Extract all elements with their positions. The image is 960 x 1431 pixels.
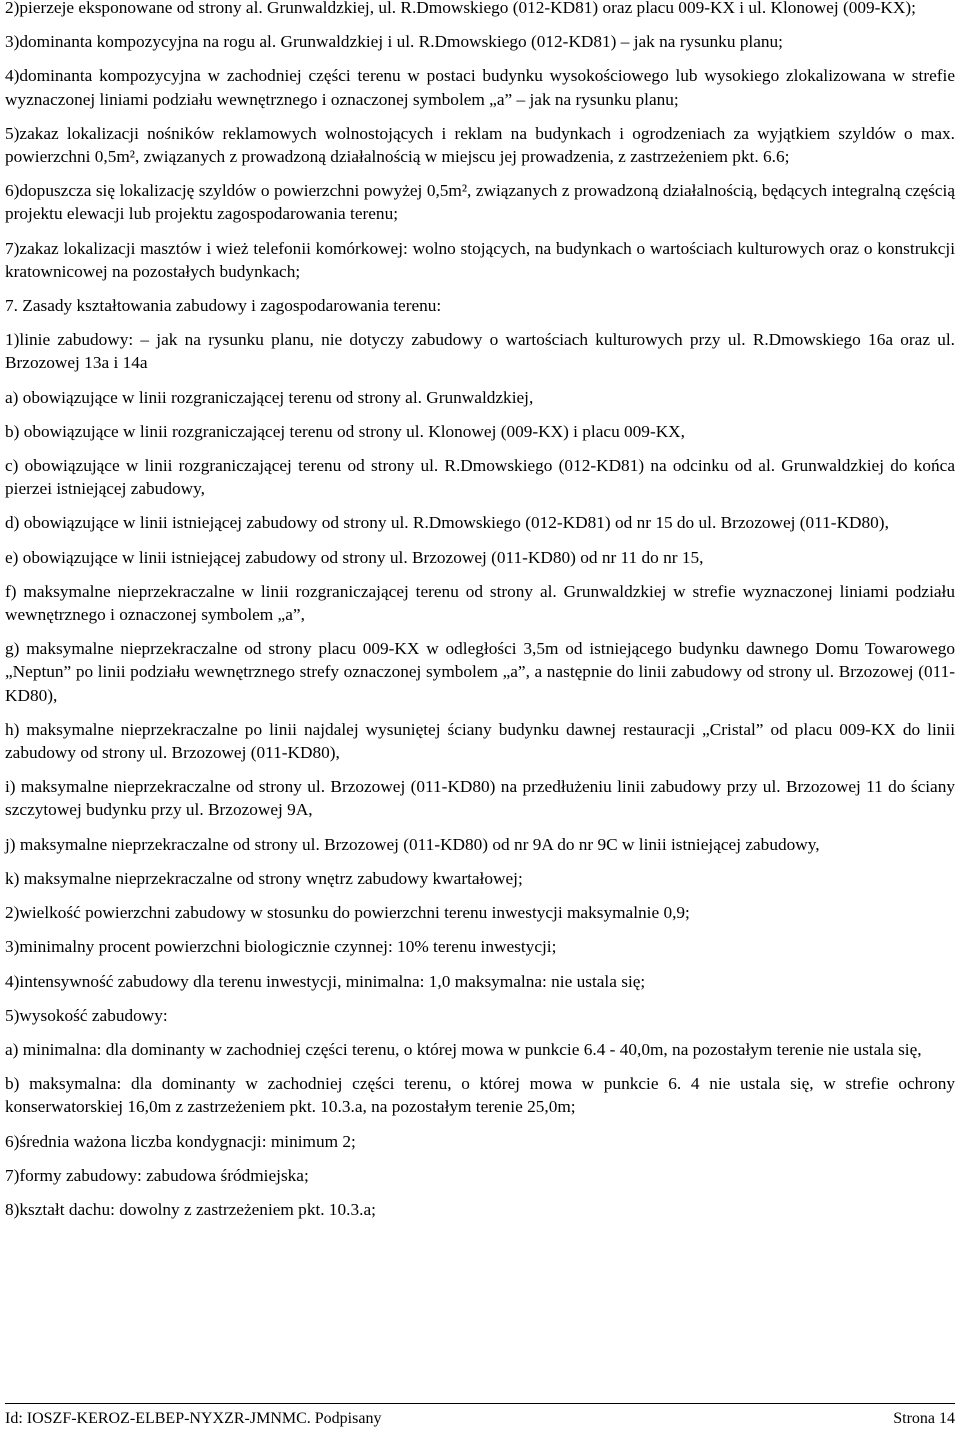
item-5a-minimalna: a) minimalna: dla dominanty w zachodniej części terenu, o której mowa w punkcie 6.4 - 40,0m, na pozostałym terenie nie ustala się, — [5, 1039, 922, 1059]
item-1-linie-zabudowy: 1)linie zabudowy: – jak na rysunku planu, nie dotyczy zabudowy o wartościach kulturowych przy ul. R.Dmowskiego 16a oraz ul. Brzozowej 13a i 14a — [5, 330, 955, 373]
item-h: h) maksymalne nieprzekraczalne po linii najdalej wysuniętej ściany budynku dawnej restauracji „Cristal” od placu 009-KX do linii zabudowy od strony ul. Brzozowej (011-KD80), — [5, 719, 955, 763]
item-b: b) obowiązujące w linii rozgraniczającej terenu od strony ul. Klonowej (009-KX) i placu 009-KX, — [5, 421, 685, 441]
item-g: g) maksymalne nieprzekraczalne od strony placu 009-KX w odległości 3,5m od istniejącego budynku dawnego Domu Towarowego „Neptun” po linii podziału wewnętrznego strefy oznaczonej symbolem „a”, a następnie do linii zabudowy od strony ul. Brzozowej (011-KD80), — [5, 639, 955, 705]
item-3-powierzchnia-biologiczna: 3)minimalny procent powierzchni biologicznie czynnej: 10% terenu inwestycji; — [5, 937, 557, 957]
page-number: Strona 14 — [893, 1410, 955, 1427]
section-heading-7: 7. Zasady kształtowania zabudowy i zagospodarowania terenu: — [5, 296, 442, 316]
paragraph-3-dominanta: 3)dominanta kompozycyjna na rogu al. Grunwaldzkiej i ul. R.Dmowskiego (012-KD81) – jak na rysunku planu; — [5, 32, 783, 52]
item-f: f) maksymalne nieprzekraczalne w linii rozgraniczającej terenu od strony al. Grunwaldzkiej w strefie wyznaczonej liniami podziału wewnętrznego i oznaczonej symbolem „a”, — [5, 581, 955, 625]
paragraph-6-szyldy: 6)dopuszcza się lokalizację szyldów o powierzchni powyżej 0,5m², związanych z prowadzoną działalnością, będących integralną częścią projektu elewacji lub projektu zagospodarowania terenu; — [5, 181, 955, 224]
item-5-wysokosc: 5)wysokość zabudowy: — [5, 1005, 168, 1025]
item-k: k) maksymalne nieprzekraczalne od strony wnętrz zabudowy kwartałowej; — [5, 868, 523, 888]
item-8-ksztalt-dachu: 8)kształt dachu: dowolny z zastrzeżeniem pkt. 10.3.a; — [5, 1199, 376, 1219]
item-c: c) obowiązujące w linii rozgraniczającej terenu od strony ul. R.Dmowskiego (012-KD81) na odcinku od al. Grunwaldzkiej do końca pierzei istniejącej zabudowy, — [5, 456, 955, 499]
item-6-kondygnacje: 6)średnia ważona liczba kondygnacji: minimum 2; — [5, 1131, 356, 1151]
footer-divider — [5, 1403, 955, 1404]
item-i: i) maksymalne nieprzekraczalne od strony ul. Brzozowej (011-KD80) na przedłużeniu linii zabudowy przy ul. Brzozowej 11 do ściany szczytowej budynku przy ul. Brzozowej 9A, — [5, 777, 955, 820]
item-7-formy-zabudowy: 7)formy zabudowy: zabudowa śródmiejska; — [5, 1165, 309, 1185]
page-content — [5, 0, 955, 1221]
item-2-powierzchnia-zabudowy: 2)wielkość powierzchni zabudowy w stosunku do powierzchni terenu inwestycji maksymalnie 0,9; — [5, 903, 690, 923]
paragraph-4-dominanta: 4)dominanta kompozycyjna w zachodniej części terenu w postaci budynku wysokościowego lub wysokiego zlokalizowana w strefie wyznaczonej liniami podziału wewnętrznego i oznaczonej symbolem „a” – jak na rysunku planu; — [5, 66, 955, 109]
paragraph-2-pierzeje: 2)pierzeje eksponowane od strony al. Grunwaldzkiej, ul. R.Dmowskiego (012-KD81) oraz placu 009-KX i ul. Klonowej (009-KX); — [5, 0, 916, 17]
item-e: e) obowiązujące w linii istniejącej zabudowy od strony ul. Brzozowej (011-KD80) od nr 11 do nr 15, — [5, 547, 704, 567]
page-footer — [5, 1409, 955, 1429]
paragraph-5-zakaz-reklam: 5)zakaz lokalizacji nośników reklamowych wolnostojących i reklam na budynkach i ogrodzeniach za wyjątkiem szyldów o max. powierzchni 0,5m², związanych z prowadzoną działalnością w miejscu jej prowadzenia, z zastrzeżeniem pkt. 6.6; — [5, 123, 955, 167]
item-4-intensywnosc: 4)intensywność zabudowy dla terenu inwestycji, minimalna: 1,0 maksymalna: nie ustala się; — [5, 971, 646, 991]
paragraph-7-maszty: 7)zakaz lokalizacji masztów i wież telefonii komórkowej: wolno stojących, na budynkach o wartościach kulturowych oraz o konstrukcji kratownicowej na pozostałych budynkach; — [5, 238, 955, 281]
document-id: Id: IOSZF-KEROZ-ELBEP-NYXZR-JMNMC. Podpisany — [5, 1410, 382, 1427]
item-5b-maksymalna: b) maksymalna: dla dominanty w zachodniej części terenu, o której mowa w punkcie 6. 4 nie ustala się, w strefie ochrony konserwatorskiej 16,0m z zastrzeżeniem pkt. 10.3.a, na pozostałym terenie 25,0m; — [5, 1074, 955, 1117]
item-j: j) maksymalne nieprzekraczalne od strony ul. Brzozowej (011-KD80) od nr 9A do nr 9C w linii istniejącej zabudowy, — [5, 834, 820, 854]
item-a: a) obowiązujące w linii rozgraniczającej terenu od strony al. Grunwaldzkiej, — [5, 387, 534, 407]
item-d: d) obowiązujące w linii istniejącej zabudowy od strony ul. R.Dmowskiego (012-KD81) od nr 15 do ul. Brzozowej (011-KD80), — [5, 513, 889, 533]
